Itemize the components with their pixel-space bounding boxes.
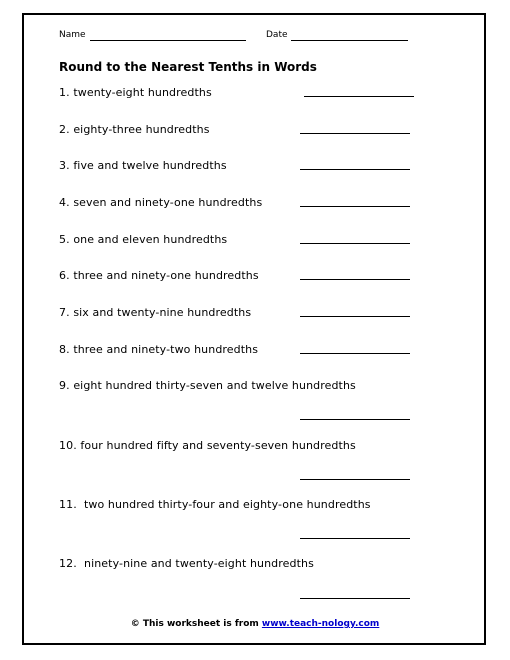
question-5 <box>59 233 227 246</box>
footer-credit <box>0 619 510 629</box>
worksheet-title: Round to the Nearest Tenths in Words <box>59 60 317 74</box>
answer-line-6[interactable] <box>300 279 410 280</box>
worksheet-border <box>22 13 486 645</box>
question-text: two hundred thirty-four and eighty-one hundredths <box>84 498 371 511</box>
question-number: 1. <box>59 86 70 99</box>
question-text: five and twelve hundredths <box>73 159 227 172</box>
question-number: 3. <box>59 159 70 172</box>
question-text: twenty-eight hundredths <box>73 86 212 99</box>
question-1 <box>59 86 212 99</box>
date-field-line[interactable] <box>291 40 408 41</box>
answer-line-4[interactable] <box>300 206 410 207</box>
answer-line-1[interactable] <box>304 96 414 97</box>
question-8 <box>59 343 258 356</box>
name-field-line[interactable] <box>90 40 246 41</box>
answer-line-11[interactable] <box>300 538 410 539</box>
footer-prefix: © This worksheet is from <box>130 619 259 629</box>
date-label <box>266 30 288 40</box>
question-number: 8. <box>59 343 70 356</box>
question-text: three and ninety-one hundredths <box>73 269 259 282</box>
answer-line-8[interactable] <box>300 353 410 354</box>
question-number: 10. <box>59 439 77 452</box>
question-10 <box>59 439 356 452</box>
answer-line-10[interactable] <box>300 479 410 480</box>
question-text: four hundred fifty and seventy-seven hundredths <box>80 439 356 452</box>
question-text: one and eleven hundredths <box>73 233 228 246</box>
question-number: 4. <box>59 196 70 209</box>
date-label-text: Date <box>266 30 288 40</box>
question-number: 2. <box>59 123 70 136</box>
answer-line-7[interactable] <box>300 316 410 317</box>
question-text: three and ninety-two hundredths <box>73 343 259 356</box>
question-text: eighty-three hundredths <box>73 123 210 136</box>
name-label <box>59 30 86 40</box>
question-text: six and twenty-nine hundredths <box>73 306 252 319</box>
name-label-text: Name <box>59 30 86 40</box>
question-text: eight hundred thirty-seven and twelve hundredths <box>73 379 356 392</box>
question-11 <box>59 498 371 511</box>
footer-link[interactable]: www.teach-nology.com <box>261 619 380 629</box>
answer-line-5[interactable] <box>300 243 410 244</box>
question-number: 11. <box>59 498 77 511</box>
question-7 <box>59 306 251 319</box>
question-text: seven and ninety-one hundredths <box>73 196 263 209</box>
question-2 <box>59 123 210 136</box>
question-12 <box>59 557 314 570</box>
question-text: ninety-nine and twenty-eight hundredths <box>84 557 314 570</box>
answer-line-3[interactable] <box>300 169 410 170</box>
question-number: 12. <box>59 557 77 570</box>
question-number: 6. <box>59 269 70 282</box>
question-6 <box>59 269 259 282</box>
answer-line-2[interactable] <box>300 133 410 134</box>
question-3 <box>59 159 227 172</box>
question-number: 7. <box>59 306 70 319</box>
question-9 <box>59 379 356 392</box>
question-number: 9. <box>59 379 70 392</box>
answer-line-9[interactable] <box>300 419 410 420</box>
answer-line-12[interactable] <box>300 598 410 599</box>
question-4 <box>59 196 262 209</box>
question-number: 5. <box>59 233 70 246</box>
